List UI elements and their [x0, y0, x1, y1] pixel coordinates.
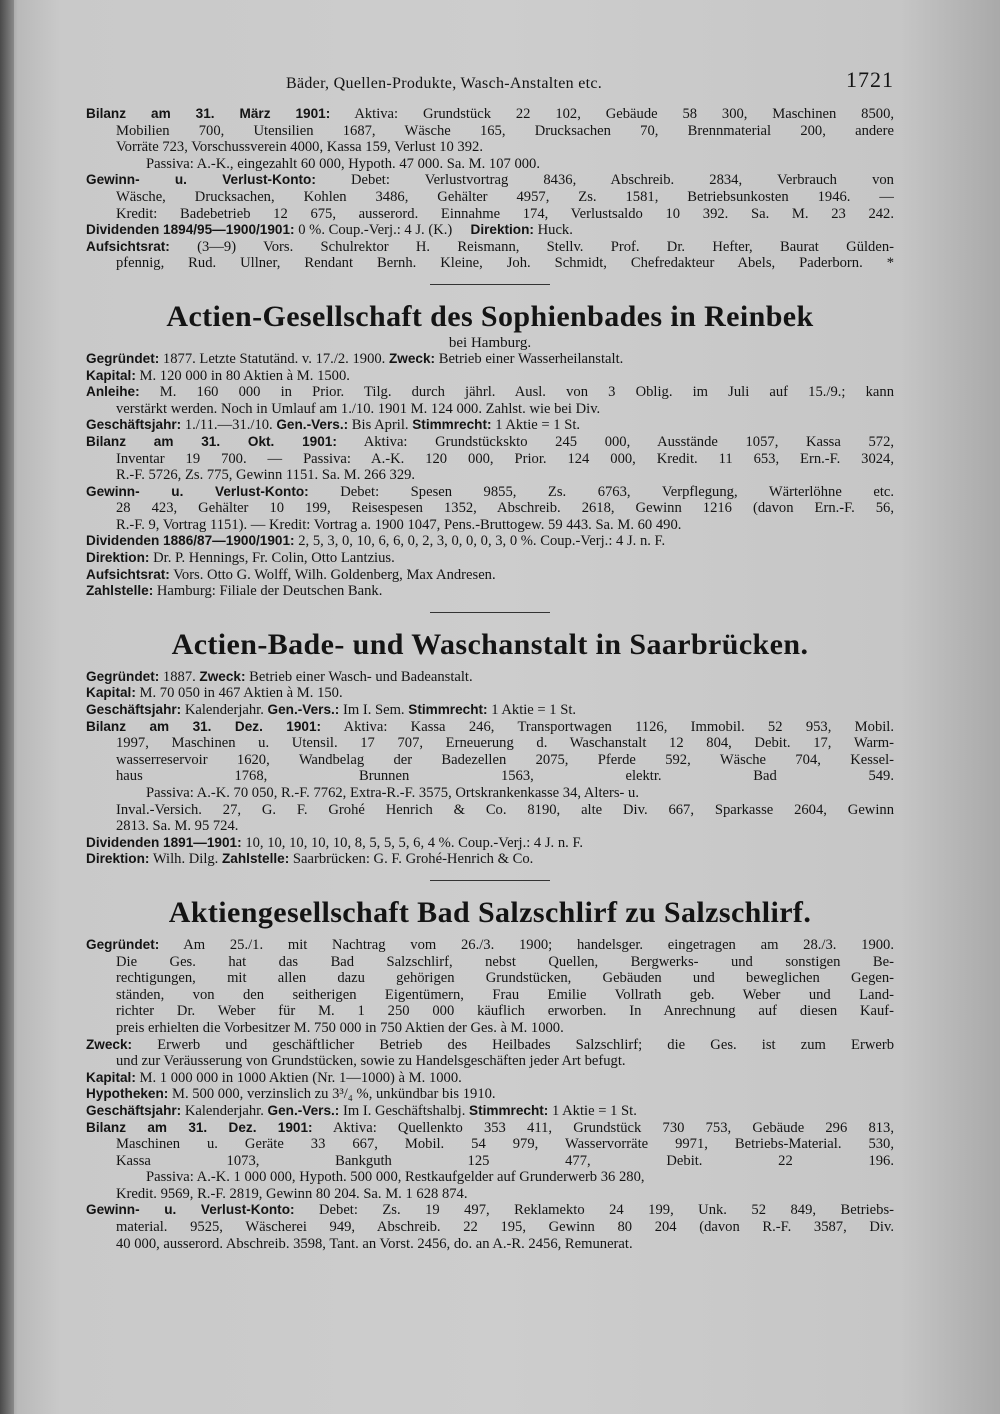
field-text: Debet: Verlustvortrag 8436, Abschreib. 2834, Verbrauch von	[351, 172, 894, 189]
field-label: Direktion:	[86, 550, 150, 566]
field-label: Zahlstelle:	[86, 583, 154, 599]
text-line: Wäsche, Drucksachen, Kohlen 3486, Gehälter 4957, Zs. 1581, Betriebsunkosten 1946. —	[116, 188, 894, 205]
field-label: Dividenden 1891—1901:	[86, 834, 242, 850]
field-label: Gen.-Vers.:	[267, 702, 340, 718]
field-text: (3—9) Vors. Schulrektor H. Reismann, Stellv. Prof. Dr. Hefter, Baurat Gülden-	[197, 238, 894, 255]
field-label: Zweck:	[388, 350, 436, 366]
previous-entry-continuation	[86, 106, 894, 272]
text-line	[86, 239, 894, 256]
field-label: Geschäftsjahr:	[86, 702, 182, 718]
text-line	[86, 785, 894, 802]
field-text: 1877. Letzte Statutänd. v. 17./2. 1900.	[162, 350, 386, 367]
field-text: Vors. Otto G. Wolff, Wilh. Goldenberg, Max Andresen.	[173, 566, 496, 583]
field-text: rechtigungen, mit allen dazu gehörigen Grundstücken, Gebäuden und beweglichen Gegen-	[116, 970, 894, 987]
text-line	[86, 1003, 894, 1020]
text-line	[86, 467, 894, 484]
field-label: Geschäftsjahr:	[86, 417, 182, 433]
field-label: Anleihe:	[86, 384, 140, 400]
text-line	[86, 937, 894, 954]
field-text: Debet: Spesen 9855, Zs. 6763, Verpflegung, Wärterlöhne etc.	[340, 483, 894, 500]
field-text: 1887.	[162, 668, 196, 685]
field-text: Wilh. Dilg.	[152, 851, 219, 868]
field-label: Aufsichtsrat:	[86, 566, 170, 582]
field-text: 10, 10, 10, 10, 10, 8, 5, 5, 5, 6, 4 %. Coup.-Verj.: 4 J. n. F.	[245, 834, 584, 851]
field-text: Kalenderjahr.	[184, 702, 264, 719]
field-text: 1997, Maschinen u. Utensil. 17 707, Erneuerung d. Waschanstalt 12 804, Debit. 17, Warm-	[116, 735, 894, 752]
field-label: Gegründet:	[86, 936, 160, 952]
field-text: 1 Aktie = 1 St.	[551, 1102, 637, 1119]
text-line	[86, 1136, 894, 1153]
field-text: richter Dr. Weber für M. 1 250 000 käuflich erworben. In Anrechnung auf diesen Kauf-	[116, 1003, 894, 1020]
field-text: haus 1768, Brunnen 1563, elektr. Bad 549.	[116, 768, 894, 785]
text-line: pfennig, Rud. Ullner, Rendant Bernh. Kleine, Joh. Schmidt, Chefredakteur Abels, Paderborn. *	[116, 255, 894, 272]
text-line	[86, 1169, 894, 1186]
section-divider	[430, 612, 550, 613]
text-line	[86, 1086, 894, 1103]
text-line	[86, 384, 894, 401]
field-text: M. 70 050 in 467 Aktien à M. 150.	[139, 685, 343, 702]
field-text: M. 120 000 in 80 Aktien à M. 1500.	[139, 367, 350, 384]
field-text: Erwerb und geschäftlicher Betrieb des Heilbades Salzschlirf; die Ges. ist zum Erwerb	[157, 1036, 894, 1053]
text-line	[86, 1070, 894, 1087]
text-line	[86, 669, 894, 686]
text-line	[86, 835, 894, 852]
section-divider	[430, 880, 550, 881]
text-line	[86, 1120, 894, 1137]
field-label: Bilanz am 31. Dez. 1901:	[86, 718, 322, 734]
field-text: Bis April.	[351, 417, 409, 434]
text-line	[86, 735, 894, 752]
running-title: Bäder, Quellen-Produkte, Wasch-Anstalten etc.	[286, 75, 603, 92]
field-text: Im I. Sem.	[342, 702, 405, 719]
company-entries	[86, 299, 894, 1252]
text-line	[86, 1037, 894, 1054]
field-label: Aufsichtsrat:	[86, 238, 170, 254]
field-label: Gewinn- u. Verlust-Konto:	[86, 172, 316, 188]
text-line	[86, 351, 894, 368]
field-text: Inventar 19 700. — Passiva: A.-K. 120 000, Prior. 124 000, Kredit. 11 653, Ern.-F. 3024,	[116, 450, 894, 467]
field-text: Inval.-Versich. 27, G. F. Grohé Henrich & Co. 8190, alte Div. 667, Sparkasse 2604, Gewinn	[116, 801, 894, 818]
field-label: Bilanz am 31. Dez. 1901:	[86, 1119, 313, 1135]
field-text: Hamburg: Filiale der Deutschen Bank.	[156, 583, 383, 600]
page-binding-edge	[0, 0, 14, 1414]
text-line	[86, 1186, 894, 1203]
field-label: Bilanz am 31. März 1901:	[86, 106, 331, 121]
field-text: Maschinen u. Geräte 33 667, Mobil. 54 979, Wasservorräte 9971, Betriebs-Material. 530,	[116, 1136, 894, 1153]
field-text: Kredit. 9569, R.-F. 2819, Gewinn 80 204. Sa. M. 1 628 874.	[116, 1185, 468, 1202]
field-label: Stimmrecht:	[469, 1102, 549, 1118]
company-subtitle: bei Hamburg.	[448, 334, 532, 351]
text-line	[86, 987, 894, 1004]
field-text: Passiva: A.-K. 1 000 000, Hypoth. 500 000, Restkaufgelder auf Grunderwerb 36 280,	[146, 1169, 645, 1186]
text-line	[86, 1103, 894, 1120]
field-text: M. 1 000 000 in 1000 Aktien (Nr. 1—1000) à M. 1000.	[139, 1069, 462, 1086]
text-line	[86, 768, 894, 785]
text-line: Vorräte 723, Vorschussverein 4000, Kassa 159, Verlust 10 392.	[116, 139, 483, 156]
field-label: Zahlstelle:	[222, 851, 290, 867]
text-line	[86, 484, 894, 501]
text-line	[86, 517, 894, 534]
text-line	[86, 1219, 894, 1236]
field-text: und zur Veräusserung von Grundstücken, sowie zu Handelsgeschäften jeder Art befugt.	[116, 1053, 626, 1070]
text-line	[86, 550, 894, 567]
text-line	[86, 752, 894, 769]
field-text: 2, 5, 3, 0, 10, 6, 6, 0, 2, 3, 0, 0, 0, 3, 0 %. Coup.-Verj.: 4 J. n. F.	[298, 533, 666, 550]
field-text: preis erhielten die Vorbesitzer M. 750 000 in 750 Aktien der Ges. à M. 1000.	[116, 1019, 564, 1036]
page-number: 1721	[846, 67, 894, 92]
field-text: R.-F. 5726, Zs. 775, Gewinn 1151. Sa. M. 266 329.	[116, 467, 416, 484]
field-text: Kalenderjahr.	[184, 1102, 264, 1119]
field-label: Geschäftsjahr:	[86, 1102, 182, 1118]
field-label: Dividenden 1894/95—1900/1901:	[86, 222, 295, 238]
field-text: Die Ges. hat das Bad Salzschlirf, nebst Quellen, Bergwerks- und sonstigen Be-	[116, 953, 894, 970]
company-entry	[86, 895, 894, 1252]
field-label: Kapital:	[86, 685, 136, 701]
field-text: material. 9525, Wäscherei 949, Abschreib. 22 195, Gewinn 80 204 (davon R.-F. 3587, Div.	[116, 1219, 894, 1236]
field-label: Bilanz am 31. Okt. 1901:	[86, 433, 337, 449]
field-text: ständen, von den seitherigen Eigentümern, Frau Emilie Vollrath geb. Weber und Land-	[116, 986, 894, 1003]
field-label: Zweck:	[199, 668, 246, 684]
field-text: M. 500 000, verzinslich zu 3³/₄ %, unkündbar bis 1910.	[171, 1086, 496, 1103]
company-entry	[86, 299, 894, 613]
text-line	[86, 1202, 894, 1219]
field-label: Dividenden 1886/87—1900/1901:	[86, 533, 295, 549]
text-line	[86, 567, 894, 584]
field-label: Gegründet:	[86, 350, 160, 366]
section-divider	[430, 284, 550, 285]
text-line	[86, 818, 894, 835]
field-text: 40 000, ausserord. Abschreib. 3598, Tant. an Vorst. 2456, do. an A.-R. 2456, Remunerat.	[116, 1235, 633, 1252]
text-line	[86, 802, 894, 819]
field-text: Aktiva: Quellenkto 353 411, Grundstück 730 753, Gebäude 296 813,	[332, 1119, 894, 1136]
field-text: Aktiva: Grundstück 22 102, Gebäude 58 300, Maschinen 8500,	[354, 106, 894, 122]
text-line	[86, 451, 894, 468]
field-text: 0 %. Coup.-Verj.: 4 J. (K.)	[298, 222, 453, 239]
text-line	[86, 702, 894, 719]
field-text: M. 160 000 in Prior. Tilg. durch jährl. Ausl. von 3 Oblig. im Juli auf 15./9.; kann	[159, 384, 894, 401]
text-line	[86, 417, 894, 434]
text-line	[86, 954, 894, 971]
text-line	[86, 172, 894, 189]
text-line	[86, 685, 894, 702]
field-label: Kapital:	[86, 367, 136, 383]
field-text: Betrieb einer Wasserheilanstalt.	[438, 350, 624, 367]
field-text: 1./11.—31./10.	[184, 417, 273, 434]
field-text: 1 Aktie = 1 St.	[495, 417, 581, 434]
text-line	[86, 368, 894, 385]
text-line	[86, 401, 894, 418]
company-title: Aktiengesellschaft Bad Salzschlirf zu Salzschlirf.	[168, 895, 812, 929]
text-column	[86, 67, 894, 1252]
company-entry	[86, 627, 894, 881]
text-line: Mobilien 700, Utensilien 1687, Wäsche 165, Drucksachen 70, Brennmaterial 200, andere	[116, 122, 894, 139]
field-text: R.-F. 9, Vortrag 1151). — Kredit: Vortrag a. 1900 1047, Pens.-Bruttogew. 59 443. Sa. M. 60 490.	[116, 516, 682, 533]
field-text: 28 423, Gehälter 10 199, Reisespesen 1352, Abschreib. 2618, Gewinn 1216 (davon Ern.-F. 56,	[116, 500, 894, 517]
company-title: Actien-Gesellschaft des Sophienbades in Reinbek	[166, 299, 814, 333]
field-label: Gen.-Vers.:	[267, 1102, 340, 1118]
text-line: Kredit: Badebetrieb 12 675, ausserord. Einnahme 174, Verlustsaldo 10 392. Sa. M. 23 242.	[116, 205, 894, 222]
text-line	[86, 500, 894, 517]
field-text: Aktiva: Grundstückskto 245 000, Ausstände 1057, Kassa 572,	[363, 433, 894, 450]
text-line	[86, 1020, 894, 1037]
text-line	[86, 851, 894, 868]
text-line	[86, 533, 894, 550]
field-label: Kapital:	[86, 1069, 136, 1085]
field-text: wasserreservoir 1620, Wandbelag der Badezellen 2075, Pferde 592, Wäsche 704, Kessel-	[116, 751, 894, 768]
page-header	[86, 67, 894, 96]
company-title: Actien-Bade- und Waschanstalt in Saarbrücken.	[171, 627, 809, 661]
text-line	[86, 434, 894, 451]
field-text: Passiva: A.-K. 70 050, R.-F. 7762, Extra-R.-F. 3575, Ortskrankenkasse 34, Alters- u.	[146, 785, 639, 801]
field-text: 1 Aktie = 1 St.	[491, 702, 577, 719]
field-label: Gen.-Vers.:	[276, 417, 349, 433]
text-line: Passiva: A.-K., eingezahlt 60 000, Hypoth. 47 000. Sa. M. 107 000.	[146, 155, 541, 172]
field-text: Betrieb einer Wasch- und Badeanstalt.	[249, 668, 473, 685]
field-text: Kassa 1073, Bankguth 125 477, Debit. 22 196.	[116, 1152, 894, 1169]
field-label: Stimmrecht:	[412, 417, 492, 433]
field-label: Gewinn- u. Verlust-Konto:	[86, 1202, 295, 1218]
field-label: Hypotheken:	[86, 1086, 169, 1102]
text-line	[86, 222, 894, 239]
text-line	[86, 1053, 894, 1070]
field-text: Im I. Geschäftshalbj.	[342, 1102, 466, 1119]
field-label: Gewinn- u. Verlust-Konto:	[86, 483, 309, 499]
field-text: Huck.	[537, 222, 573, 239]
field-text: Aktiva: Kassa 246, Transportwagen 1126, Immobil. 52 953, Mobil.	[343, 718, 894, 735]
field-text: Am 25./1. mit Nachtrag vom 26./3. 1900; handelsger. eingetragen am 28./3. 1900.	[183, 936, 894, 953]
text-line	[86, 970, 894, 987]
field-text: Debet: Zs. 19 497, Reklamekto 24 199, Unk. 52 849, Betriebs-	[319, 1202, 894, 1219]
field-label: Gegründet:	[86, 668, 160, 684]
text-line	[86, 1153, 894, 1170]
field-label: Direktion:	[86, 851, 150, 867]
text-line	[86, 1236, 894, 1253]
field-label: Stimmrecht:	[408, 702, 488, 718]
text-line	[86, 583, 894, 600]
field-text: Saarbrücken: G. F. Grohé-Henrich & Co.	[292, 851, 534, 868]
text-line	[86, 106, 894, 123]
text-line	[86, 719, 894, 736]
field-label: Direktion:	[470, 222, 534, 238]
field-text: 2813. Sa. M. 95 724.	[116, 818, 239, 835]
field-text: verstärkt werden. Noch in Umlauf am 1./10. 1901 M. 124 000. Zahlst. wie bei Div.	[116, 400, 601, 417]
field-text: Dr. P. Hennings, Fr. Colin, Otto Lantzius.	[153, 550, 395, 567]
field-label: Zweck:	[86, 1036, 133, 1052]
